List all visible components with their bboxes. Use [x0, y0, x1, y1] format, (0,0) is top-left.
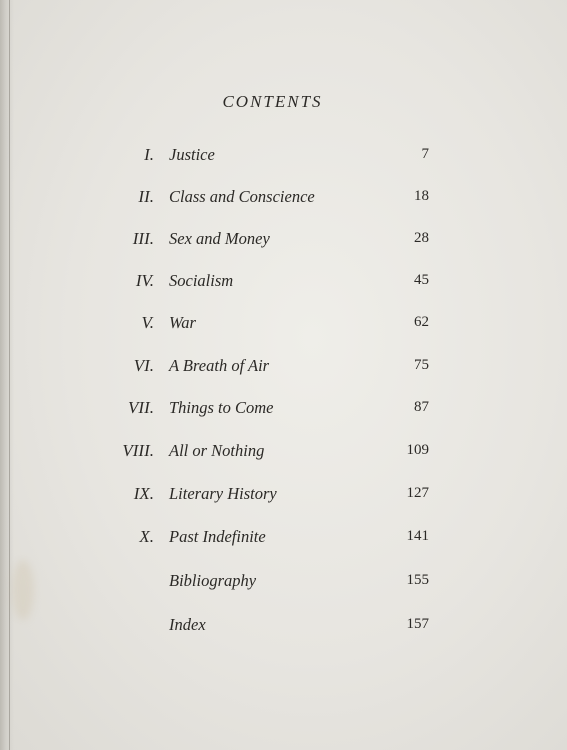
page-number: 157: [406, 616, 429, 632]
page-number: 87: [414, 399, 429, 415]
toc-entry: [0, 145, 567, 171]
chapter-title: Socialism: [169, 271, 234, 290]
chapter-title: Things to Come: [169, 398, 274, 417]
toc-entry: [0, 271, 567, 297]
chapter-title: Class and Conscience: [169, 187, 315, 206]
chapter-title: Sex and Money: [169, 229, 270, 248]
page-number: 155: [406, 572, 429, 588]
chapter-number: VII.: [128, 398, 154, 417]
page-number: 28: [414, 230, 429, 246]
page-number: 109: [406, 442, 429, 458]
chapter-title: All or Nothing: [169, 441, 265, 460]
toc-entry: [0, 615, 567, 641]
chapter-title: Index: [169, 615, 206, 634]
chapter-number: IV.: [135, 271, 154, 290]
page-number: 127: [406, 485, 429, 501]
chapter-number: II.: [138, 187, 154, 206]
page-number: 45: [414, 272, 429, 288]
chapter-title: War: [169, 313, 196, 332]
toc-entry: [0, 187, 567, 213]
toc-entry: [0, 313, 567, 339]
chapter-title: A Breath of Air: [169, 356, 270, 375]
chapter-title: Justice: [169, 145, 215, 164]
toc-entry: [0, 484, 567, 510]
chapter-title: Literary History: [169, 484, 277, 503]
chapter-title: Past Indefinite: [169, 527, 266, 546]
chapter-number: III.: [132, 229, 154, 248]
contents-heading: CONTENTS: [222, 92, 323, 111]
chapter-number: I.: [144, 145, 154, 164]
chapter-title: Bibliography: [169, 571, 257, 590]
page-number: 18: [414, 188, 429, 204]
page-number: 62: [414, 314, 429, 330]
toc-entry: [0, 229, 567, 255]
page-number: 141: [406, 528, 429, 544]
chapter-number: IX.: [133, 484, 154, 503]
chapter-number: V.: [141, 313, 154, 332]
toc-entry: [0, 441, 567, 467]
page-number: 75: [414, 357, 429, 373]
chapter-number: X.: [139, 527, 154, 546]
toc-entry: [0, 527, 567, 553]
page-number: 7: [421, 146, 429, 162]
toc-entry: [0, 356, 567, 382]
toc-entry: [0, 571, 567, 597]
toc-entry: [0, 398, 567, 424]
chapter-number: VIII.: [122, 441, 154, 460]
chapter-number: VI.: [133, 356, 154, 375]
